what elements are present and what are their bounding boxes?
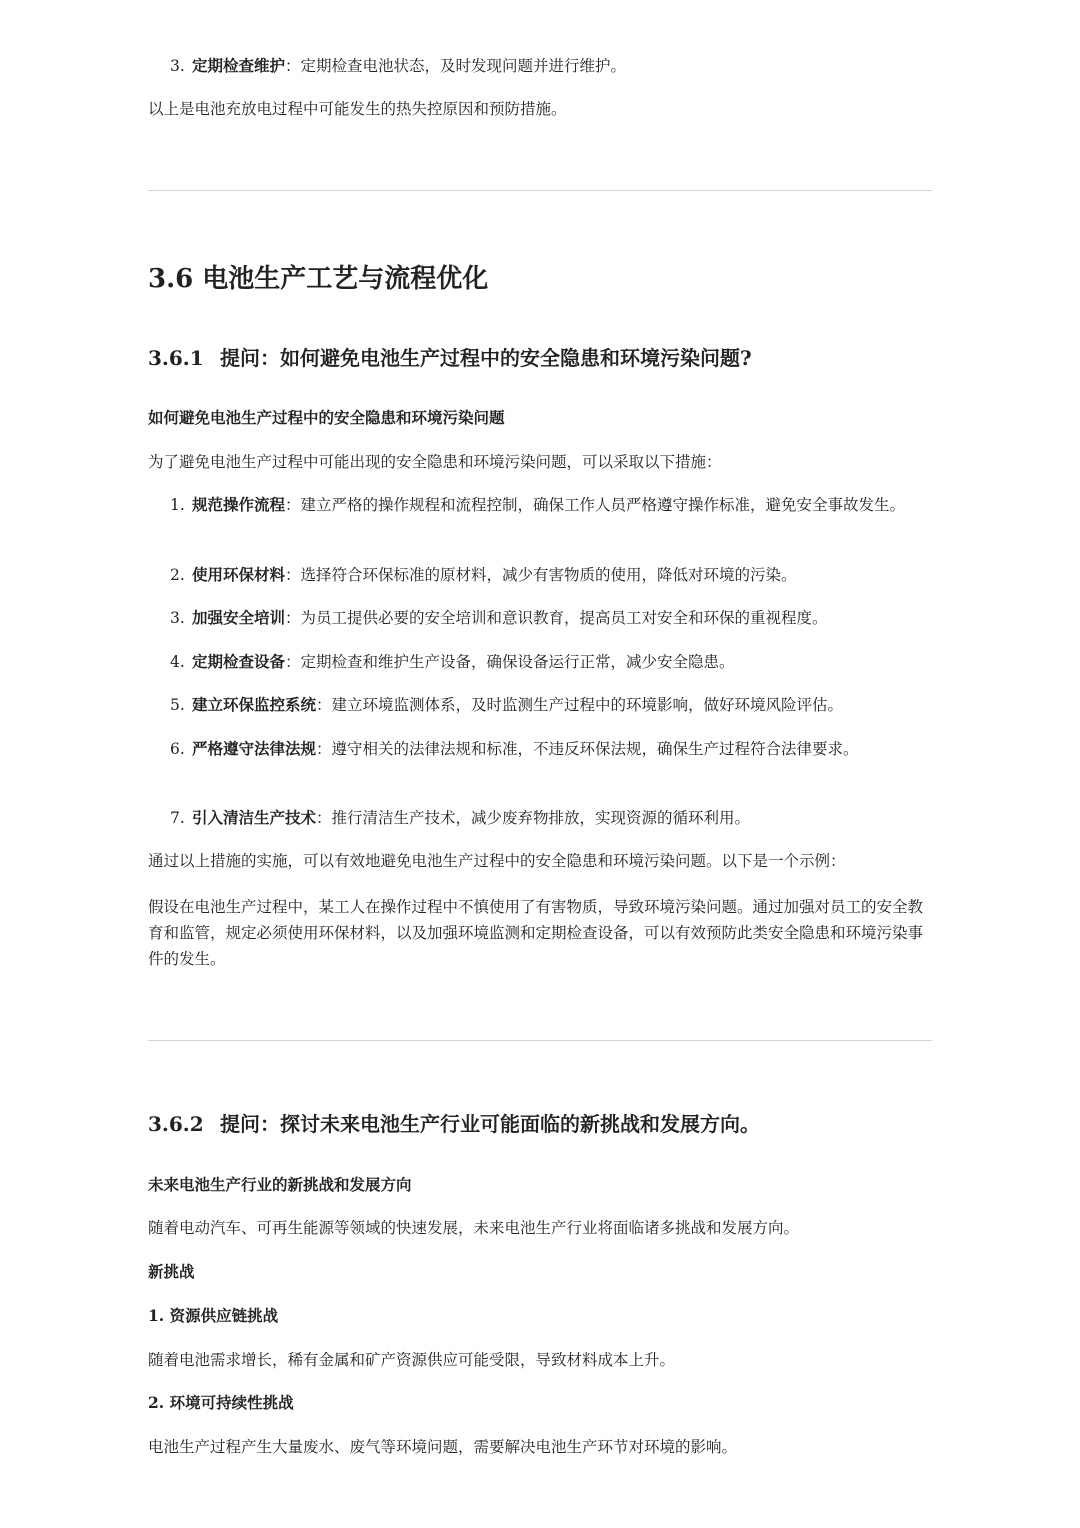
list-number: 3. <box>170 57 185 75</box>
list-number: 5. <box>170 696 185 714</box>
list-item-text: ：遵守相关的法律法规和标准，不违反环保法规，确保生产过程符合法律要求。 <box>316 740 859 758</box>
list-item-text: ：为员工提供必要的安全培训和意识教育，提高员工对安全和环保的重视程度。 <box>285 609 828 627</box>
subheading: 未来电池生产行业的新挑战和发展方向 <box>148 1175 412 1194</box>
list-item-title: 使用环保材料 <box>192 565 286 584</box>
list-number: 7. <box>170 809 185 827</box>
list-item-text: ：建立严格的操作规程和流程控制，确保工作人员严格遵守操作标准，避免安全事故发生。 <box>285 496 906 514</box>
divider <box>148 1040 932 1041</box>
list-item-text: ：建立环境监测体系，及时监测生产过程中的环境影响，做好环境风险评估。 <box>316 696 844 714</box>
question-title: 提问：如何避免电池生产过程中的安全隐患和环境污染问题? <box>220 346 752 370</box>
challenge-title: 1. 资源供应链挑战 <box>148 1306 279 1325</box>
list-item <box>170 805 932 831</box>
challenge-text: 电池生产过程产生大量废水、废气等环境问题，需要解决电池生产环节对环境的影响。 <box>148 1438 738 1456</box>
question-heading <box>148 344 752 372</box>
list-number: 4. <box>170 653 185 671</box>
list-item <box>170 562 932 588</box>
challenge-text: 随着电池需求增长，稀有金属和矿产资源供应可能受限，导致材料成本上升。 <box>148 1351 676 1369</box>
list-item-title: 定期检查维护 <box>192 56 286 75</box>
list-item-title: 规范操作流程 <box>192 495 286 514</box>
list-item-title: 建立环保监控系统 <box>192 695 317 714</box>
subheading: 如何避免电池生产过程中的安全隐患和环境污染问题 <box>148 408 505 427</box>
list-item-text: ：推行清洁生产技术，减少废弃物排放，实现资源的循环利用。 <box>316 809 751 827</box>
new-challenges-heading: 新挑战 <box>148 1262 195 1281</box>
divider <box>148 190 932 191</box>
question-number: 3.6.1 <box>148 346 204 370</box>
intro-text: 随着电动汽车、可再生能源等领域的快速发展，未来电池生产行业将面临诸多挑战和发展方向。 <box>148 1219 800 1237</box>
list-item-text: ：定期检查和维护生产设备，确保设备运行正常，减少安全隐患。 <box>285 653 735 671</box>
conclusion-text: 通过以上措施的实施，可以有效地避免电池生产过程中的安全隐患和环境污染问题。以下是一个示例： <box>148 852 846 870</box>
list-number: 3. <box>170 609 185 627</box>
section-title: 3.6 电池生产工艺与流程优化 <box>148 264 489 294</box>
list-item-text: ：选择符合环保标准的原材料，减少有害物质的使用，降低对环境的污染。 <box>285 566 797 584</box>
challenge-title: 2. 环境可持续性挑战 <box>148 1393 294 1412</box>
list-item-title: 严格遵守法律法规 <box>192 739 317 758</box>
list-item <box>170 605 932 631</box>
list-item <box>170 649 932 675</box>
list-number: 1. <box>170 496 185 514</box>
intro-text: 为了避免电池生产过程中可能出现的安全隐患和环境污染问题，可以采取以下措施： <box>148 453 722 471</box>
list-number: 6. <box>170 740 185 758</box>
list-item-title: 定期检查设备 <box>192 652 286 671</box>
list-item-text: ：定期检查电池状态，及时发现问题并进行维护。 <box>285 57 627 75</box>
list-item <box>170 492 932 518</box>
list-item-title: 加强安全培训 <box>192 608 286 627</box>
list-item-title: 引入清洁生产技术 <box>192 808 317 827</box>
question-title: 提问：探讨未来电池生产行业可能面临的新挑战和发展方向。 <box>220 1112 760 1136</box>
list-item <box>170 692 932 718</box>
question-heading <box>148 1110 760 1138</box>
summary-text: 以上是电池充放电过程中可能发生的热失控原因和预防措施。 <box>148 100 567 118</box>
example-paragraph: 假设在电池生产过程中，某工人在操作过程中不慎使用了有害物质，导致环境污染问题。通过加强对员工的安全教育和监管，规定必须使用环保材料，以及加强环境监测和定期检查设备，可以有效预防此类安全隐患和环境污染事件的发生。 <box>148 898 924 968</box>
list-item <box>170 53 932 79</box>
question-number: 3.6.2 <box>148 1112 204 1136</box>
list-item <box>170 736 932 762</box>
list-number: 2. <box>170 566 185 584</box>
